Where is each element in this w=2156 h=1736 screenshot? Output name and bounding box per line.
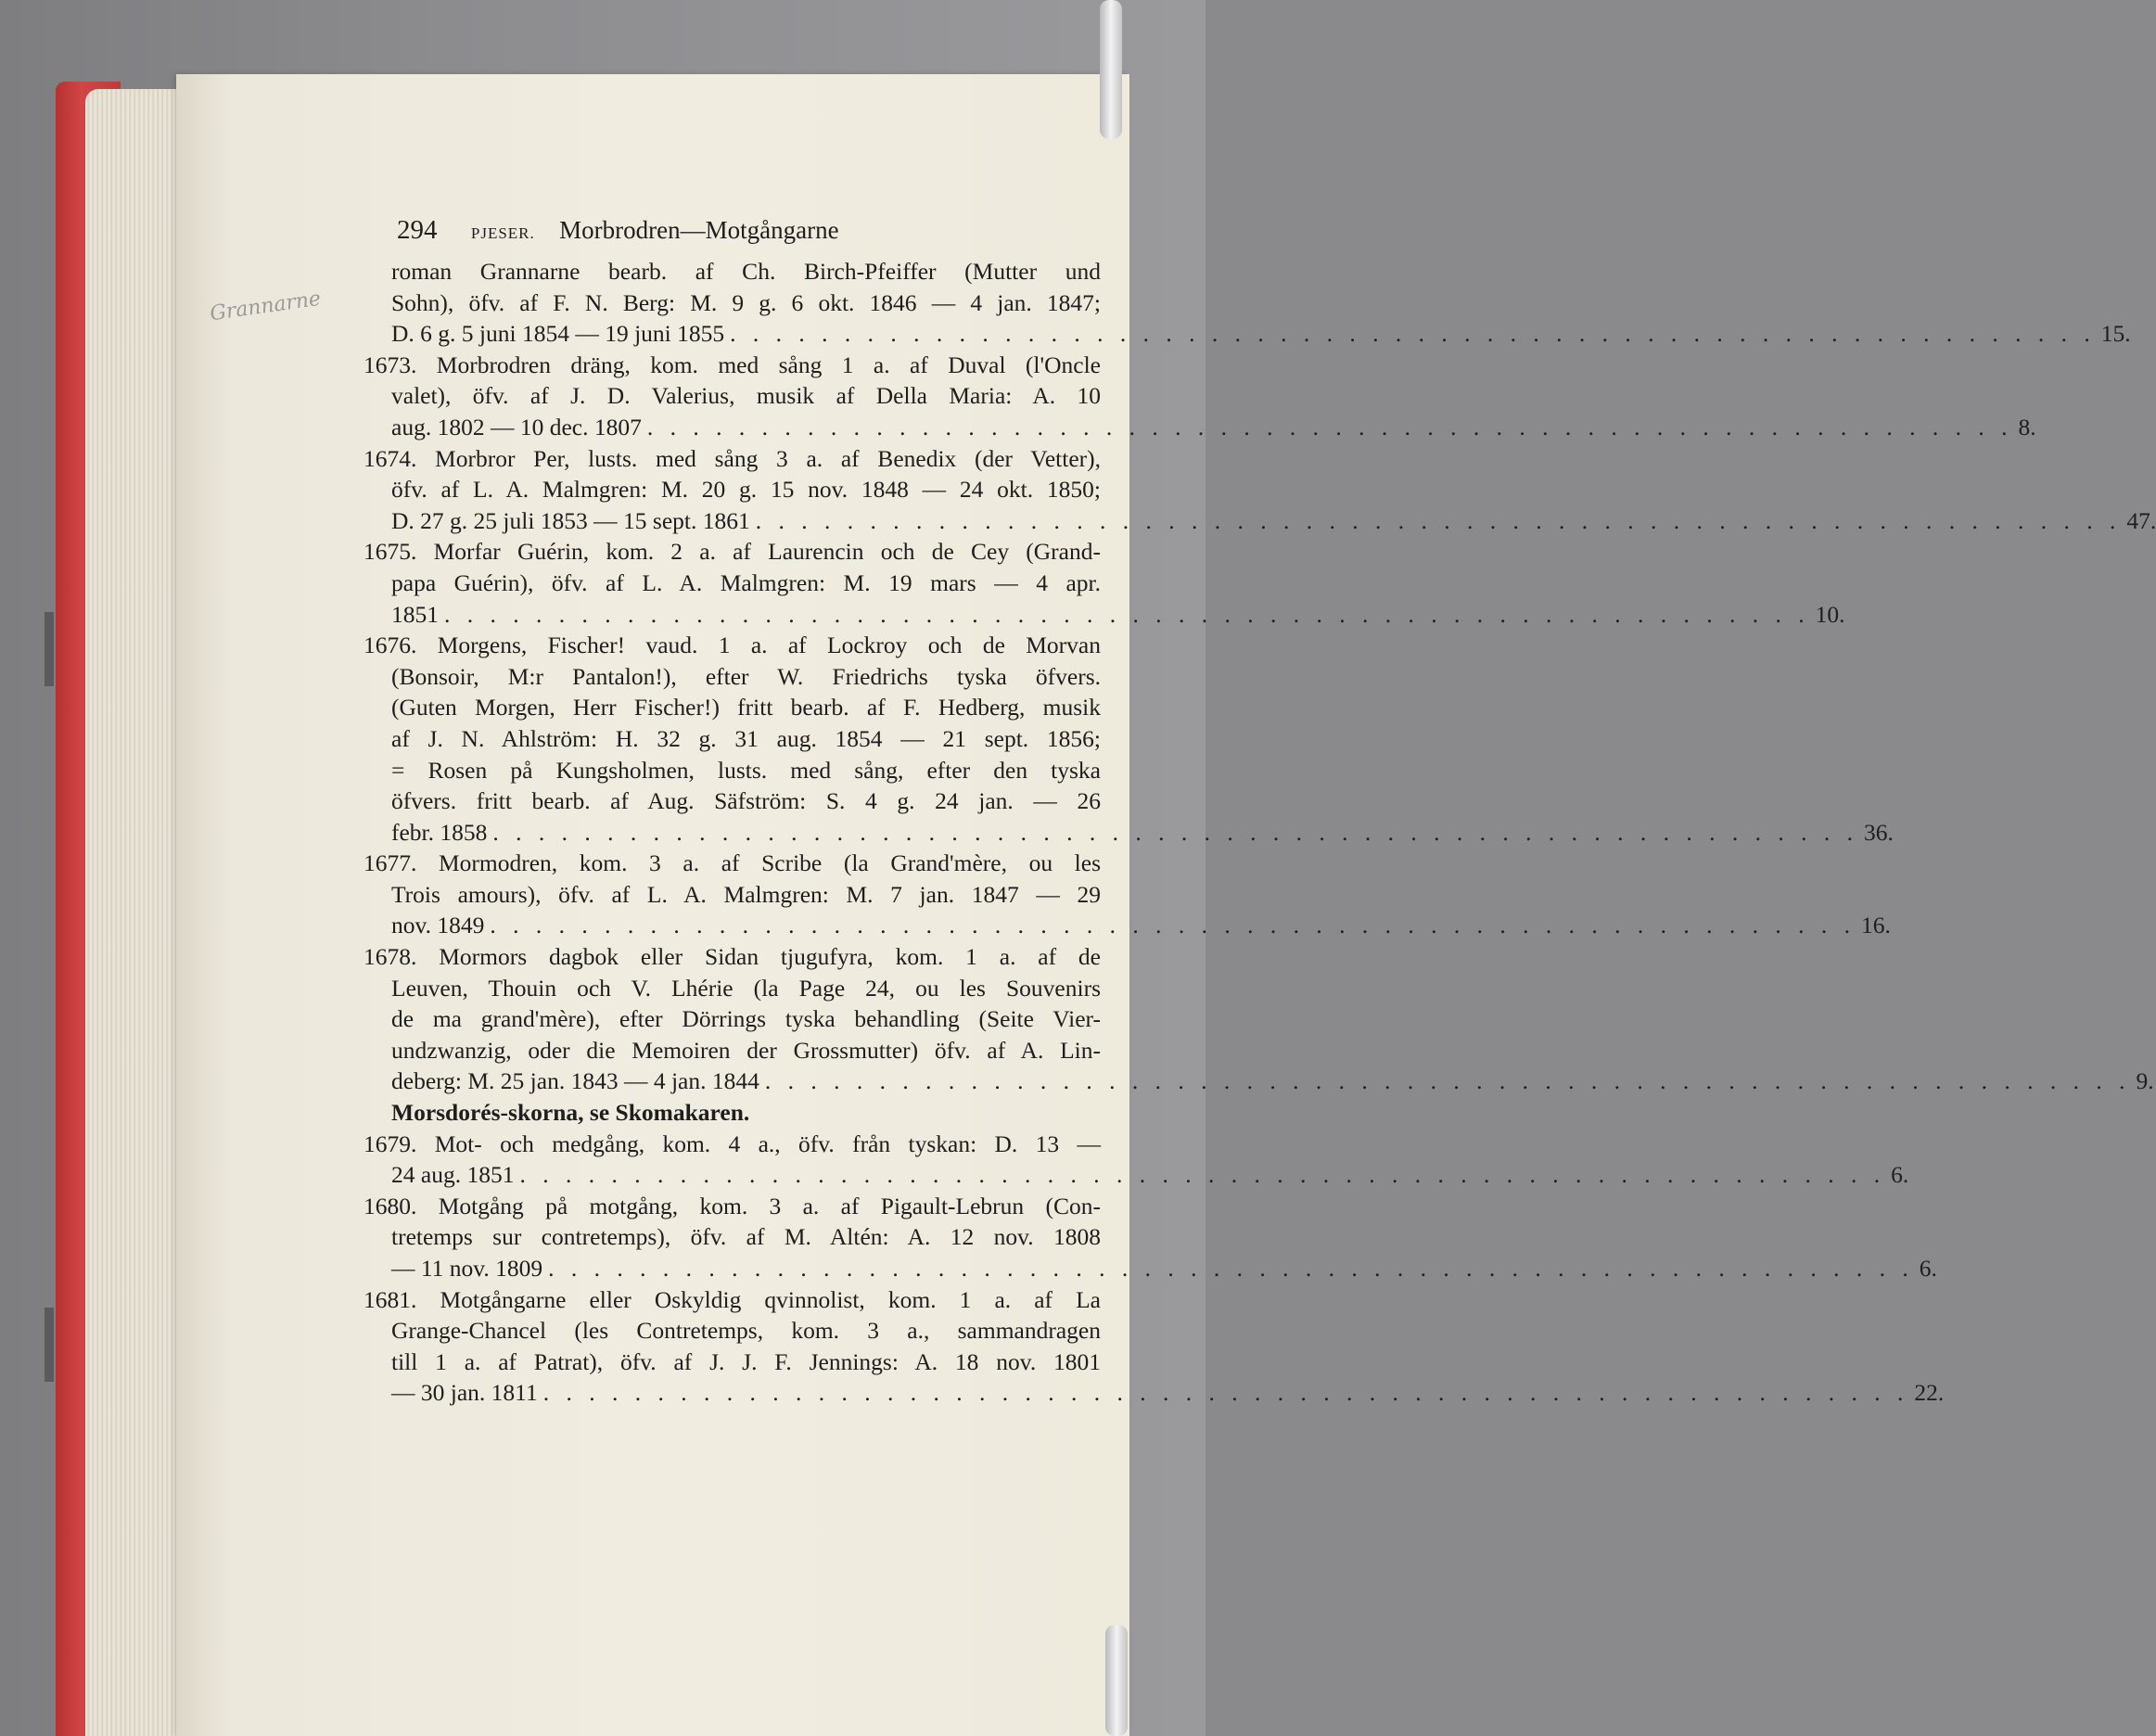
entry-final-line <box>364 1377 1945 1409</box>
catalog-entry <box>364 256 2131 350</box>
entry-dates: D. 6 g. 5 juni 1854 — 19 juni 1855 <box>391 320 725 348</box>
entry-final-line <box>364 817 1894 849</box>
dot-leader: . . . . . . . . . . . . . . . . . . . . . . . . . . . . . . . . . . . . . . . . . . . . . . . . . . . . . . . . . . . . <box>755 506 2122 534</box>
page-number: 294 <box>397 215 438 245</box>
catalog-entry <box>364 1191 1937 1284</box>
entry-dates: 24 aug. 1851 <box>391 1161 515 1189</box>
header-range: Morbrodren—Motgångarne <box>559 216 839 244</box>
entry-dates: nov. 1849 <box>391 912 485 939</box>
entry-line: Morsdorés-skorna, se Skomakaren. <box>391 1099 750 1127</box>
entry-dates: 1851 <box>391 600 439 628</box>
catalog-entry <box>364 630 1894 848</box>
entry-dates: aug. 1802 — 10 dec. 1807 <box>391 413 642 440</box>
running-header <box>397 211 1101 249</box>
entry-line: 1679. Mot- och medgång, kom. 4 a., öfv. från tyskan: D. 13 — <box>364 1130 1101 1157</box>
entry-line: Leuven, Thouin och V. Lhérie (la Page 24, ou les Souvenirs <box>391 974 1101 1002</box>
performance-count: 8. <box>2018 413 2036 440</box>
binding-tab <box>45 1308 54 1382</box>
entry-line: roman Grannarne bearb. af Ch. Birch-Pfeiffer (Mutter und <box>391 258 1101 285</box>
dot-leader: . . . . . . . . . . . . . . . . . . . . . . . . . . . . . . . . . . . . . . . . . . . . . . . . . . . . . . . . . . . . <box>444 600 1810 628</box>
entry-dates: febr. 1858 <box>391 818 488 846</box>
entry-line: valet), öfv. af J. D. Valerius, musik af Della Maria: A. 10 <box>391 382 1101 410</box>
entry-dates: — 11 nov. 1809 <box>391 1255 543 1282</box>
entry-dates: — 30 jan. 1811 <box>391 1379 538 1407</box>
entry-final-line <box>364 599 1845 631</box>
entry-line: Trois amours), öfv. af L. A. Malmgren: M. 7 jan. 1847 — 29 <box>391 880 1101 908</box>
margin-annotation: Grannarne <box>208 287 323 326</box>
dot-leader: . . . . . . . . . . . . . . . . . . . . . . . . . . . . . . . . . . . . . . . . . . . . . . . . . . . . . . . . . . . . <box>519 1161 1886 1189</box>
dot-leader: . . . . . . . . . . . . . . . . . . . . . . . . . . . . . . . . . . . . . . . . . . . . . . . . . . . . . . . . . . . . <box>490 912 1856 939</box>
entry-final-line <box>364 505 2156 537</box>
entry-line: de ma grand'mère), efter Dörrings tyska behandling (Seite Vier- <box>391 1005 1101 1033</box>
catalog-entry <box>364 941 2154 1097</box>
entry-line: 1680. Motgång på motgång, kom. 3 a. af Pigault-Lebrun (Con- <box>364 1192 1101 1219</box>
entry-line: 1681. Motgångarne eller Oskyldig qvinnolist, kom. 1 a. af La <box>364 1285 1101 1313</box>
entry-dates: deberg: M. 25 jan. 1843 — 4 jan. 1844 <box>391 1067 759 1095</box>
performance-count: 10. <box>1815 600 1845 628</box>
entry-dates: D. 27 g. 25 juli 1853 — 15 sept. 1861 <box>391 506 750 534</box>
entry-line: öfvers. fritt bearb. af Aug. Säfström: S. 4 g. 24 jan. — 26 <box>391 787 1101 815</box>
performance-count: 6. <box>1891 1161 1909 1189</box>
performance-count: 47. <box>2126 506 2156 534</box>
entry-line: 1678. Mormors dagbok eller Sidan tjugufyra, kom. 1 a. af de <box>364 943 1101 971</box>
catalog-entry <box>364 443 2156 537</box>
binding-tab <box>45 612 54 686</box>
catalog-entry <box>364 1097 1101 1129</box>
entry-line: (Bonsoir, M:r Pantalon!), efter W. Friedrichs tyska öfvers. <box>391 662 1101 690</box>
entry-final-line <box>364 910 1891 941</box>
entry-line: öfv. af L. A. Malmgren: M. 20 g. 15 nov. 1848 — 24 okt. 1850; <box>391 476 1101 504</box>
entry-final-line <box>364 1159 1909 1191</box>
section-label: PJESER. <box>470 224 535 242</box>
entry-line: Sohn), öfv. af F. N. Berg: M. 9 g. 6 okt. 1846 — 4 jan. 1847; <box>391 288 1101 316</box>
entry-line: (Guten Morgen, Herr Fischer!) fritt bearb. af F. Hedberg, musik <box>391 694 1101 721</box>
catalog-entry <box>364 1284 1945 1409</box>
performance-count: 36. <box>1864 818 1894 846</box>
entry-line: tretemps sur contretemps), öfv. af M. Altén: A. 12 nov. 1808 <box>391 1223 1101 1251</box>
entry-line: papa Guérin), öfv. af L. A. Malmgren: M. 19 mars — 4 apr. <box>391 568 1101 596</box>
dot-leader: . . . . . . . . . . . . . . . . . . . . . . . . . . . . . . . . . . . . . . . . . . . . . . . . . . . . . . . . . . . . <box>492 818 1859 846</box>
catalog-entry <box>364 350 2036 443</box>
entry-final-line <box>364 412 2036 443</box>
entry-line: undzwanzig, oder die Memoiren der Grossmutter) öfv. af A. Lin- <box>391 1036 1101 1064</box>
entry-line: 1677. Mormodren, kom. 3 a. af Scribe (la Grand'mère, ou les <box>364 849 1101 877</box>
entry-line: = Rosen på Kungsholmen, lusts. med sång, efter den tyska <box>391 756 1101 784</box>
dot-leader: . . . . . . . . . . . . . . . . . . . . . . . . . . . . . . . . . . . . . . . . . . . . . . . . . . . . . . . . . . . . <box>730 320 2096 348</box>
entry-line: af J. N. Ahlström: H. 32 g. 31 aug. 1854 — 21 sept. 1856; <box>391 724 1101 752</box>
entry-final-line <box>364 1066 2154 1097</box>
entry-final-line <box>364 318 2131 350</box>
performance-count: 22. <box>1914 1379 1945 1407</box>
entry-line: till 1 a. af Patrat), öfv. af J. J. F. Jennings: A. 18 nov. 1801 <box>391 1347 1101 1375</box>
entry-line: 1675. Morfar Guérin, kom. 2 a. af Laurencin och de Cey (Grand- <box>364 538 1101 566</box>
performance-count: 9. <box>2136 1067 2154 1095</box>
dot-leader: . . . . . . . . . . . . . . . . . . . . . . . . . . . . . . . . . . . . . . . . . . . . . . . . . . . . . . . . . . . . <box>542 1379 1909 1407</box>
catalog-entry <box>364 1129 1909 1191</box>
dot-leader: . . . . . . . . . . . . . . . . . . . . . . . . . . . . . . . . . . . . . . . . . . . . . . . . . . . . . . . . . . . . <box>548 1255 1914 1282</box>
dot-leader: . . . . . . . . . . . . . . . . . . . . . . . . . . . . . . . . . . . . . . . . . . . . . . . . . . . . . . . . . . . . <box>764 1067 2131 1095</box>
performance-count: 6. <box>1919 1255 1937 1282</box>
dot-leader: . . . . . . . . . . . . . . . . . . . . . . . . . . . . . . . . . . . . . . . . . . . . . . . . . . . . . . . . . . . . <box>646 413 2013 440</box>
entry-list <box>364 256 2156 1409</box>
page-text <box>364 211 2156 1409</box>
catalog-entry <box>364 848 1891 941</box>
entry-line: 1676. Morgens, Fischer! vaud. 1 a. af Lockroy och de Morvan <box>364 632 1101 659</box>
entry-line: 1673. Morbrodren dräng, kom. med sång 1 a. af Duval (l'Oncle <box>364 351 1101 378</box>
page-clip-top <box>1100 0 1122 139</box>
catalog-entry <box>364 536 1845 630</box>
performance-count: 16. <box>1860 912 1891 939</box>
performance-count: 15. <box>2100 320 2131 348</box>
entry-line: 1674. Morbror Per, lusts. med sång 3 a. af Benedix (der Vetter), <box>364 444 1101 472</box>
entry-final-line <box>364 1253 1937 1284</box>
entry-line: Grange-Chancel (les Contretemps, kom. 3 a., sammandragen <box>391 1317 1101 1345</box>
page-clip-bottom <box>1105 1625 1128 1736</box>
